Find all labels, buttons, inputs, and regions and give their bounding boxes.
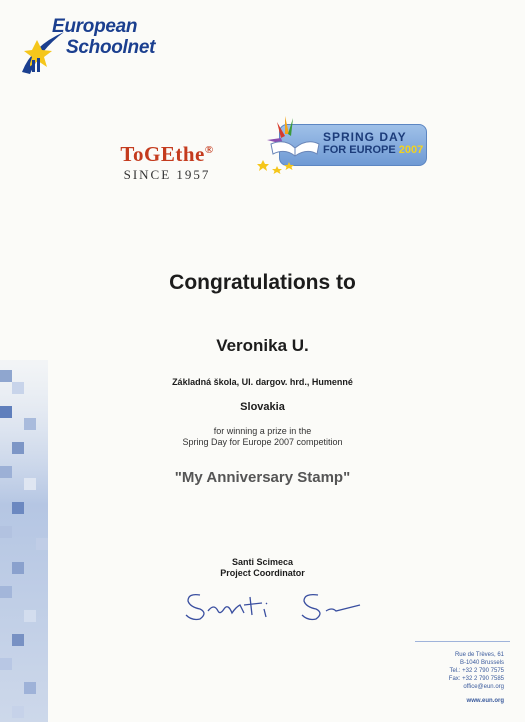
prize-text-line2: Spring Day for Europe 2007 competition: [182, 437, 343, 447]
european-schoolnet-logo: [18, 10, 168, 80]
spring-day-subtitle-text: FOR EUROPE: [323, 144, 399, 156]
spring-day-logo: [255, 114, 427, 180]
decorative-mosaic-strip: [0, 360, 48, 722]
address-email: office@eun.org: [463, 684, 504, 690]
spring-day-title: SPRING DAY: [323, 130, 407, 144]
together-word-text: ToGEthe: [120, 142, 205, 166]
eun-logo-text-line1: European: [52, 16, 138, 37]
entry-title: "My Anniversary Stamp": [174, 469, 351, 486]
spring-day-subtitle: [323, 144, 423, 156]
prize-text-line1: for winning a prize in the: [213, 426, 312, 436]
together-logo: [102, 138, 232, 183]
together-since: SINCE 1957: [123, 167, 211, 182]
eun-logo-text-line2: Schoolnet: [66, 37, 156, 58]
handwritten-signature: [178, 585, 368, 625]
certificate-heading: Congratulations to: [169, 271, 356, 294]
country-name: Slovakia: [240, 401, 285, 413]
spring-day-year: 2007: [398, 144, 424, 156]
address-street: Rue de Trèves, 61: [454, 652, 504, 658]
school-name: Základná škola, Ul. dargov. hrd., Humenné: [172, 377, 353, 387]
registered-mark: ®: [204, 144, 214, 156]
address-fax: Fax: +32 2 790 7585: [448, 676, 504, 682]
address-web: www.eun.org: [466, 698, 504, 704]
together-wordmark: [102, 138, 232, 166]
footer-divider: [415, 641, 510, 642]
recipient-name: Veronika U.: [216, 336, 309, 355]
address-tel: Tel.: +32 2 790 7575: [449, 668, 504, 674]
signer-name: Santi Scimeca: [231, 557, 294, 567]
signer-role: Project Coordinator: [220, 568, 305, 578]
address-city: B-1040 Brussels: [459, 660, 504, 666]
